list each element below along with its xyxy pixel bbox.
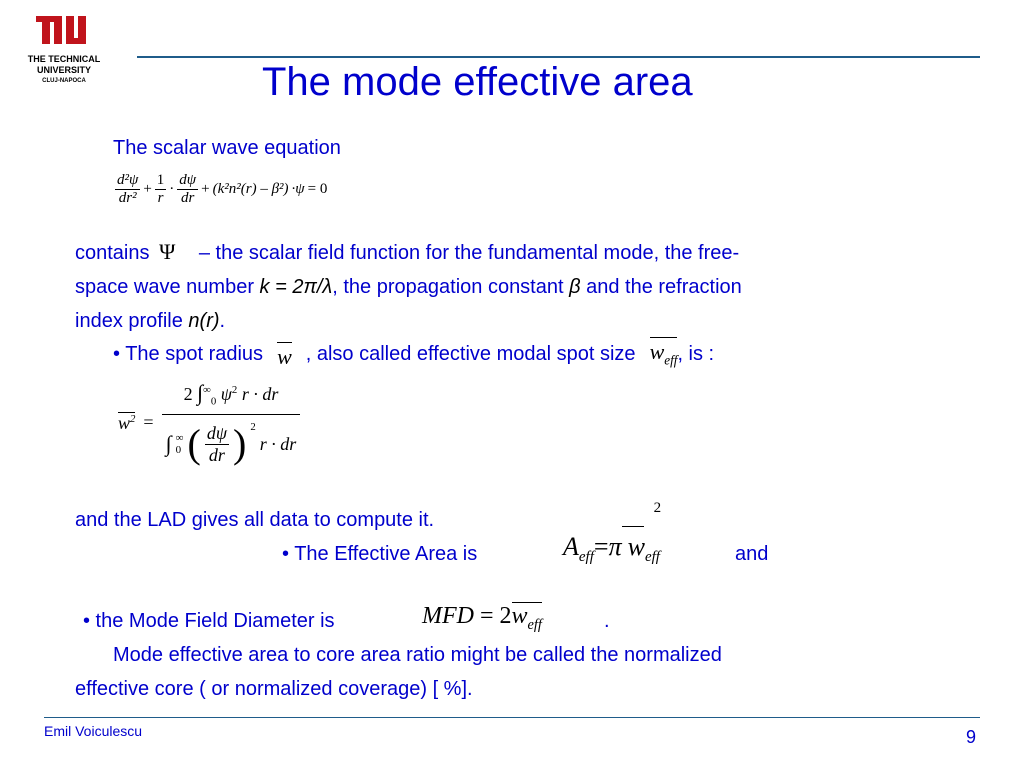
area-exp: 2	[653, 500, 662, 516]
eq2-den-dr: dr	[208, 444, 225, 465]
mfd-w: w	[511, 603, 528, 629]
eq2-num-exp: 2	[231, 384, 238, 396]
eq1-dot-psi: ·ψ	[291, 181, 305, 198]
eq1-den-2: r	[157, 190, 164, 207]
mfd-w-sub: eff	[527, 616, 542, 633]
contains-paragraph	[75, 235, 975, 338]
scalar-wave-equation	[115, 172, 327, 208]
spot-radius-line	[113, 337, 714, 371]
eq1-frac-2	[155, 172, 167, 208]
eq2-denominator	[164, 415, 299, 467]
spot-text-a: • The spot radius	[113, 343, 264, 365]
mfd-label: • the Mode Field Diameter is	[83, 610, 335, 632]
eq2-den-int: ∫	[165, 431, 172, 457]
eq2-den-frac	[205, 423, 229, 465]
eq2-num-2: 2	[183, 384, 193, 404]
last-paragraph-line-1: Mode effective area to core area ratio might be called the normalized	[113, 644, 722, 666]
university-logo-icon	[14, 14, 114, 54]
area-w-sub: eff	[644, 549, 660, 566]
mfd-formula	[422, 603, 542, 636]
footer-author: Emil Voiculescu	[44, 723, 143, 739]
area-bar	[622, 526, 644, 527]
spot-radius-equation	[118, 378, 300, 467]
eq1-den-3: dr	[181, 190, 195, 207]
scalar-wave-label: The scalar wave equation	[113, 137, 341, 159]
contains-text-3b: .	[219, 310, 226, 332]
last-paragraph-line-2: effective core ( or normalized coverage) [ %].	[75, 678, 473, 700]
eq1-plus-2: +	[201, 181, 210, 198]
index-profile: n(r)	[188, 310, 220, 332]
psi-symbol: Ψ	[159, 239, 176, 264]
eq2-lhs	[118, 412, 135, 434]
area-w: w	[627, 532, 645, 561]
eq2-den-up: ∞	[175, 432, 184, 444]
contains-line-1	[75, 235, 975, 270]
wave-number: k = 2π/λ	[259, 276, 333, 298]
area-A: A	[563, 532, 579, 561]
eq2-paren-close: )	[233, 421, 247, 466]
mfd-w-eff	[511, 602, 542, 633]
beta-symbol: β	[569, 276, 581, 298]
eq2-num-int: ∫	[197, 380, 204, 405]
contains-text-1: – the scalar field function for the fundamental mode, the free-	[198, 242, 740, 264]
eq2-numerator	[162, 378, 301, 415]
w-eff-w: w	[649, 339, 665, 365]
effective-area-label: • The Effective Area is	[282, 543, 478, 565]
footer-rule	[44, 717, 980, 718]
eq2-den-exp: 2	[250, 421, 256, 433]
eq2-paren-open: (	[187, 421, 201, 466]
area-and: and	[735, 543, 769, 565]
eq1-equals-zero: = 0	[307, 181, 328, 198]
mfd-period: .	[604, 610, 610, 632]
eq2-den-lo: 0	[175, 444, 182, 456]
mfd-equals: = 2	[479, 603, 512, 629]
w-bar-symbol: w	[277, 343, 292, 369]
w-eff-symbol	[650, 337, 678, 370]
contains-text-3a: index profile	[75, 310, 189, 332]
eq2-equals: =	[143, 412, 154, 432]
logo-line-3: CLUJ-NAPOCA	[42, 78, 86, 84]
eq2-lhs-exp: 2	[130, 412, 136, 425]
area-pi: π	[608, 532, 622, 561]
eq1-bracket: (k²n²(r) – β²)	[212, 181, 289, 198]
eq1-num-2: 1	[155, 172, 167, 190]
mfd-lhs: MFD	[422, 603, 474, 629]
eq2-num-tail: r · dr	[241, 384, 279, 404]
eq2-den-tail: r · dr	[259, 433, 297, 454]
contains-line-2	[75, 270, 975, 304]
effective-area-formula	[563, 500, 662, 566]
spot-text-c: , is :	[677, 343, 715, 365]
eq2-frac	[162, 378, 301, 467]
eq1-dot-1: ·	[169, 181, 175, 198]
logo-line-1: THE TECHNICAL	[27, 54, 101, 64]
eq1-den-1: dr²	[118, 190, 137, 207]
w-eff-sub: eff	[664, 352, 678, 368]
eq2-num-psi: ψ	[220, 384, 232, 404]
page-title: The mode effective area	[262, 60, 693, 104]
eq1-num-3: dψ	[177, 172, 198, 190]
university-logo	[14, 14, 114, 94]
area-A-sub: eff	[578, 549, 594, 566]
eq1-frac-1	[115, 172, 140, 208]
eq2-num-lo: 0	[210, 395, 217, 408]
spot-text-b: , also called effective modal spot size	[305, 343, 636, 365]
eq1-frac-3	[177, 172, 198, 208]
contains-word: contains	[75, 242, 150, 264]
eq1-num-1: d²ψ	[115, 172, 140, 190]
contains-text-2a: space wave number	[75, 276, 260, 298]
eq2-den-dpsi: dψ	[206, 422, 228, 443]
contains-text-2b: , the propagation constant	[332, 276, 570, 298]
eq2-lhs-w: w	[118, 412, 131, 433]
lad-line: and the LAD gives all data to compute it.	[75, 509, 435, 531]
area-equals: =	[593, 532, 609, 561]
logo-line-2: UNIVERSITY	[36, 65, 91, 75]
eq1-plus-1: +	[143, 181, 152, 198]
page-number: 9	[966, 727, 977, 747]
contains-line-3	[75, 304, 975, 338]
contains-text-2c: and the refraction	[580, 276, 742, 298]
eq2-num-up: ∞	[203, 384, 211, 396]
